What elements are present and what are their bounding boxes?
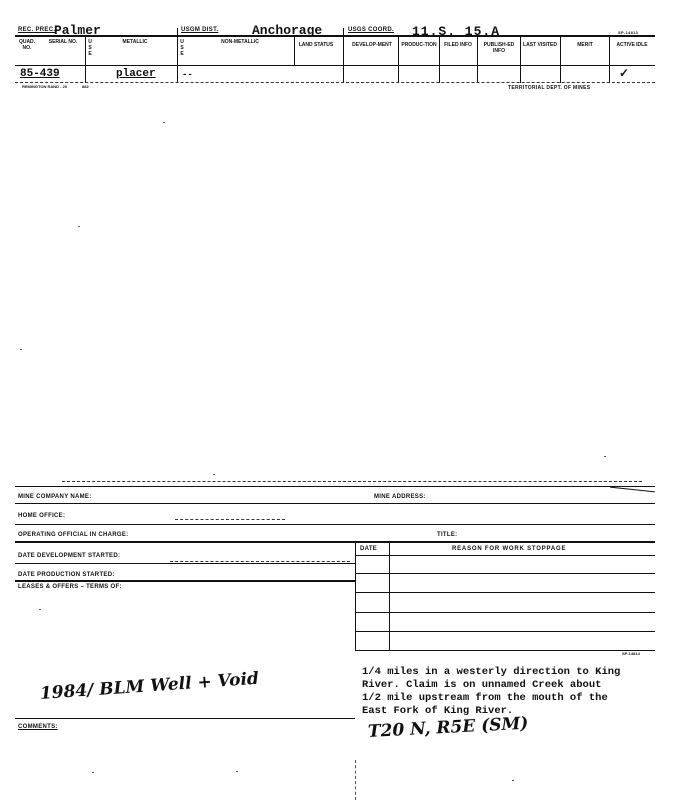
handwritten-comment: 1984/ BLM Well + Void <box>39 668 260 704</box>
label-leases-offers: LEASES & OFFERS – TERMS OF: <box>18 584 122 590</box>
notes-line: East Fork of King River. <box>362 705 514 717</box>
col-date: DATE <box>360 546 378 552</box>
col-serial-no: SERIAL NO. <box>48 39 78 45</box>
label-mine-company-name: MINE COMPANY NAME: <box>18 494 92 500</box>
rec-prec-label: REC. PREC. <box>18 27 56 33</box>
usgs-coord-value: 11.S. 15.A <box>412 24 501 39</box>
notes-line: 1/2 mile upstream from the mouth of the <box>362 692 608 704</box>
usgm-dist-value: Anchorage <box>252 23 323 38</box>
notes-line: River. Claim is on unnamed Creek about <box>362 679 602 691</box>
label-date-development-started: DATE DEVELOPMENT STARTED: <box>18 553 121 559</box>
col-published-info: PUBLISH-ED INFO <box>483 42 515 54</box>
col-metallic: METALLIC <box>122 39 148 45</box>
usgm-dist-label: USGM DIST. <box>181 27 219 33</box>
label-operating-official: OPERATING OFFICIAL IN CHARGE: <box>18 532 129 538</box>
col-use-left: U S E <box>88 39 92 57</box>
col-filed-info: FILED INFO <box>444 42 472 48</box>
col-merit: MERIT <box>577 42 593 48</box>
col-active-idle: ACTIVE IDLE <box>616 42 648 48</box>
record-serial: 85-439 <box>20 68 60 80</box>
col-production: PRODUC-TION <box>401 42 437 48</box>
col-non-metallic: NON-METALLIC <box>221 39 259 45</box>
header-rule <box>15 35 655 37</box>
territorial-dept: TERRITORIAL DEPT. OF MINES <box>508 85 591 91</box>
col-development: DEVELOP-MENT <box>352 42 392 48</box>
col-reason-for-work-stoppage: REASON FOR WORK STOPPAGE <box>452 546 567 552</box>
printer-imprint: REMINGTON RAND - 20 <box>22 84 68 89</box>
col-last-visited: LAST VISITED <box>523 42 557 48</box>
handwritten-location: T20 N, R5E (SM) <box>367 713 529 742</box>
record-row-rule <box>15 82 655 83</box>
form-number-top: SP-14813 <box>618 30 639 35</box>
record-non-metallic: -- <box>182 70 193 80</box>
label-date-production-started: DATE PRODUCTION STARTED: <box>18 572 115 578</box>
col-land-status: LAND STATUS <box>298 42 334 48</box>
col-use-right: U S E <box>180 39 184 57</box>
record-metallic: placer <box>116 68 156 80</box>
label-mine-address: MINE ADDRESS: <box>374 494 426 500</box>
printer-code: 882 <box>82 84 89 89</box>
notes-line: 1/4 miles in a westerly direction to King <box>362 666 621 678</box>
rec-prec-value: Palmer <box>54 23 101 38</box>
label-home-office: HOME OFFICE: <box>18 513 66 519</box>
usgs-coord-label: USGS COORD. <box>348 27 394 33</box>
form-number-bottom: SP-14814 <box>622 651 640 656</box>
location-notes <box>362 666 658 718</box>
active-check-mark: ✓ <box>619 66 630 80</box>
col-quad-no: QUAD. NO. <box>18 39 36 51</box>
label-comments: COMMENTS: <box>18 724 58 730</box>
label-title: TITLE: <box>437 532 458 538</box>
